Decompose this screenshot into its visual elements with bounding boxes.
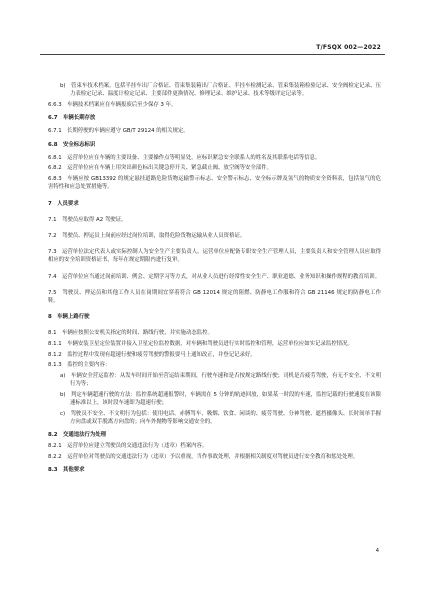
list-item: b) 管束车技术档案，包括半挂车出厂合格证、管束集装箱出厂合格证、半挂车检测记录、管束集装箱检验记录、安全阀检定记录、压力表检定记录、温度计检定记录、主要部件更换情况、修理记录、维护记录、技术等级评定记录等。 [60,83,381,98]
section-heading-8: 8 车辆上路行驶 [48,314,90,321]
document-body [48,82,381,474]
clause-8-1-3: 8.1.3 监控的主要内容： [48,362,111,369]
clause-8-2-2: 8.2.2 运营单位对驾驶员的交通违法行为（违章）予以重视，当作事故处理，并根据相关制度对驾驶员进行安全教育和惩处处理。 [48,453,359,460]
clause-7-3: 7.3 运营单位法定代表人或实际控制人为安全生产主要负责人。运营单位应配备专职安全生产管理人员，主要负责人和安全管理人员应取得相应的安全培训资格证书，每年在规定期限内进行复审。 [48,249,381,264]
standard-code: T/FSQX 002—2022 [316,44,381,51]
clause-7-1: 7.1 驾驶员应取得 A2 驾驶证。 [48,216,127,223]
clause-7-5: 7.5 驾驶员、押运员和其他工作人员在岗期间宜穿着符合 GB 12014 规定的阻燃、防静电工作服和符合 GB 21146 规定的防静电工作鞋。 [48,289,381,304]
clause-7-2: 7.2 驾驶员、押运员上岗前应经过岗位培训，取得危险货物运输从业人员资格证。 [48,232,246,239]
section-heading-8-2: 8.2 交通违法行为处理 [48,432,107,439]
clause-6-6-3: 6.6.3 车辆技术档案应在车辆报废后至少保存 3 年。 [48,101,177,108]
section-heading-8-3: 8.3 其他要求 [48,467,85,473]
clause-8-1-1: 8.1.1 车辆安装卫星定位装置并接入卫星定位监控数据，对车辆和驾驶员进行实时监控和管理，运营单位应如实记录监控情况。 [48,341,353,348]
header-rule [40,54,385,55]
clause-8-2-1: 8.2.1 运营单位应建立驾驶员的交通违法行为（违章）档案内容。 [48,443,208,450]
section-heading-6-8: 6.8 安全标志标识 [48,141,96,148]
clause-7-4: 7.4 运营单位应当通过岗前培训、例会、定期学习等方式，对从业人员进行经常性安全生产、职业道德、业务知识和操作规程的教育培训。 [48,273,381,280]
list-item: a) 车辆安全营运监控：从发车时间开始至营运结束期间，行驶车速和是否按规定路线行驶；司机是否疲劳驾驶，有无不安全、不文明行为等； [60,373,381,388]
list-item: b) 判定车辆超速行驶的方法：监控系统超速报警时，车辆需在 5 分钟的轨迹回放，如果某一时段的车速，监控记载的行驶速度在该限速标准以上，该时段车速即为超速行驶； [60,392,381,407]
clause-6-8-1: 6.8.1 运营单位应在车辆的主要设备、主要操作点等明显处，应标识紧急安全联系人的姓名及其联系电话等信息。 [48,154,321,161]
page-number: 4 [375,548,379,554]
list-item: c) 驾驶员不安全、不文明行为包括：使用电话、赤膊驾车、吸烟、饮食、闲谈的、疲劳驾驶、分神驾驶、遮挡摄像头、长时间单手握方向盘或双手脱离方向盘的；向车外抛物等影响交通安全的。 [60,410,381,426]
clause-6-8-2: 6.8.2 运营单位应在车辆上用突出颜色标出关键急停开关、紧急截止阀、放空阀等安全部件。 [48,165,272,172]
clause-8-1-2: 8.1.2 监控过程中发现有超速行驶和疲劳驾驶的警报要马上通知改正，并登记记录好。 [48,351,256,358]
clause-8-1: 8.1 车辆应按照公安机关指定的时间、路线行驶，并实施动态监控。 [48,330,213,337]
clause-6-7-1: 6.7.1 长期停驶的车辆应遵守 GB/T 29124 的相关规定。 [48,128,189,135]
clause-6-8-3: 6.8.3 车辆应按 GB13392 的规定悬挂道路危险货物运输警示标志、安全警示标志、安全标示牌及氢气的物质安全资料表，包括氢气的危害特性和应急处置措施等。 [48,176,381,191]
section-heading-7: 7 人员要求 [48,200,79,207]
section-heading-6-7: 6.7 车辆长期存放 [48,115,96,122]
